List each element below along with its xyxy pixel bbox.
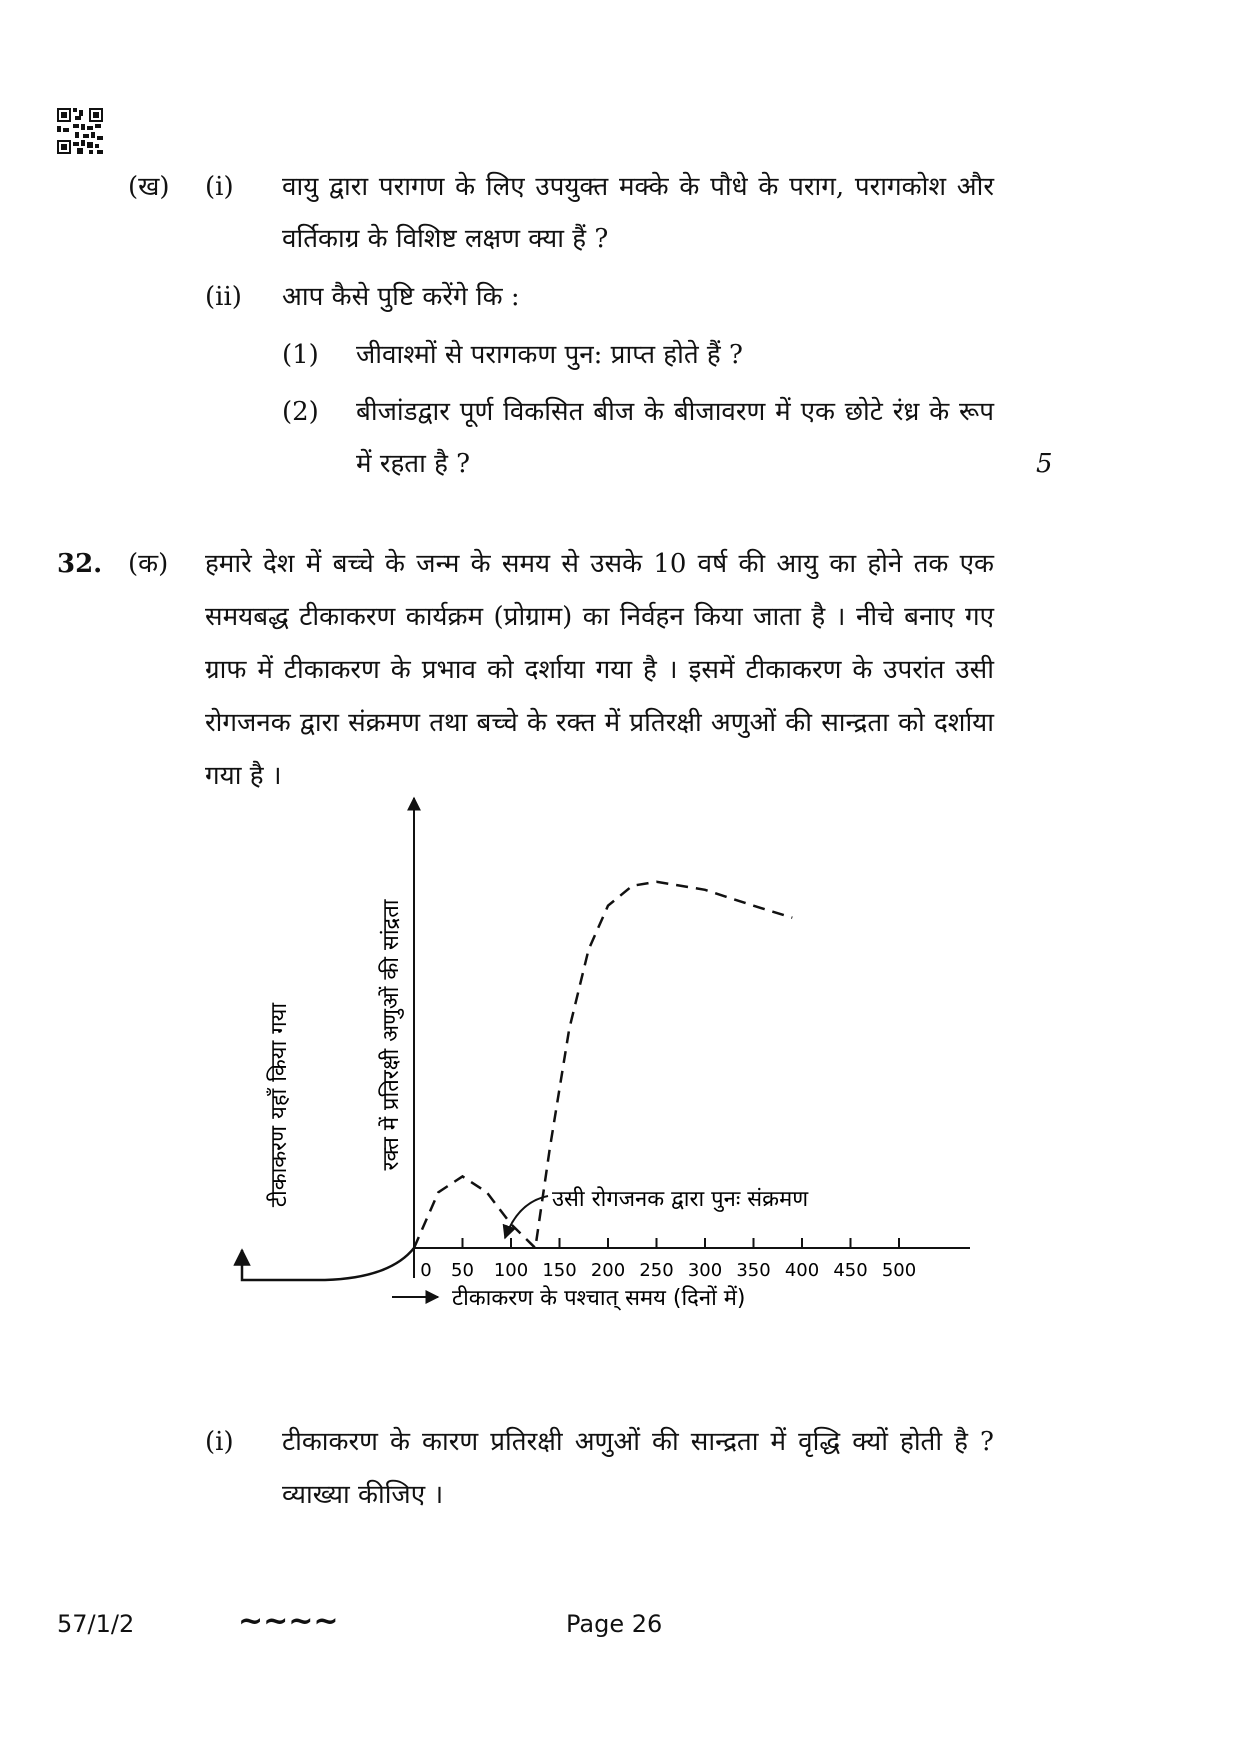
- vaccination-arrow: [242, 1248, 414, 1280]
- sub1-text: जीवाश्मों से परागकण पुन: प्राप्त होते हैं ?: [356, 340, 743, 370]
- x-tick-label: 200: [590, 1260, 626, 1281]
- x-tick-label: 0: [420, 1260, 432, 1281]
- q32-line: समयबद्ध टीकाकरण कार्यक्रम (प्रोग्राम) का निर्वहन किया जाता है । नीचे बनाए गए: [205, 602, 994, 632]
- q32-i-line2: व्याख्या कीजिए ।: [282, 1480, 444, 1510]
- marks: 5: [1036, 449, 1053, 479]
- antibody-concentration-chart: [230, 790, 990, 1350]
- q31b-i-line1: वायु द्वारा परागण के लिए उपयुक्त मक्के के पौधे के पराग, परागकोश और: [282, 172, 994, 202]
- sub2-line1: बीजांडद्वार पूर्ण विकसित बीज के बीजावरण में एक छोटे रंध्र के रूप: [356, 397, 994, 427]
- q31b-ii-text: आप कैसे पुष्टि करेंगे कि :: [282, 282, 520, 312]
- qr-code-icon: [57, 108, 103, 154]
- x-tick-label: 500: [881, 1260, 917, 1281]
- page-number: Page 26: [566, 1610, 663, 1638]
- x-tick-label: 150: [542, 1260, 577, 1281]
- q32-i-line1: टीकाकरण के कारण प्रतिरक्षी अणुओं की सान्द्रता में वृद्धि क्यों होती है ?: [282, 1427, 994, 1457]
- x-tick-label: 350: [736, 1260, 771, 1281]
- q31b-i-line2: वर्तिकाग्र के विशिष्ट लक्षण क्या हैं ?: [282, 224, 609, 254]
- q32-line: हमारे देश में बच्चे के जन्म के समय से उसके 10 वर्ष की आयु का होने तक एक: [205, 549, 994, 579]
- sub1-label: (1): [282, 340, 319, 370]
- subpart-i-label: (i): [205, 1427, 234, 1457]
- sub2-label: (2): [282, 397, 319, 427]
- question-part-label: (क): [128, 549, 169, 579]
- reinfection-arrow: [505, 1196, 548, 1238]
- q32-line: ग्राफ में टीकाकरण के प्रभाव को दर्शाया गया है । इसमें टीकाकरण के उपरांत उसी: [205, 655, 994, 685]
- x-axis-label: टीकाकरण के पश्चात् समय (दिनों में): [452, 1286, 746, 1311]
- x-tick-label: 300: [687, 1260, 723, 1281]
- paper-code: 57/1/2: [57, 1610, 135, 1638]
- footer-wave: ~~~~: [238, 1604, 339, 1639]
- q32-line: गया है ।: [205, 761, 282, 791]
- x-tick-label: 50: [451, 1260, 474, 1281]
- subpart-i-label: (i): [205, 172, 234, 202]
- x-tick-label: 400: [784, 1260, 820, 1281]
- vaccination-annotation: टीकाकरण यहाँ किया गया: [267, 1002, 292, 1208]
- question-part-label: (ख): [128, 172, 170, 202]
- x-tick-label: 450: [833, 1260, 868, 1281]
- sub2-line2: में रहता है ?: [356, 449, 471, 479]
- subpart-ii-label: (ii): [205, 282, 242, 312]
- reinfection-annotation: उसी रोगजनक द्वारा पुनः संक्रमण: [552, 1187, 809, 1212]
- x-tick-label: 250: [639, 1260, 674, 1281]
- x-tick-label: 100: [493, 1260, 529, 1281]
- y-axis-label: रक्त में प्रतिरक्षी अणुओं की सांद्रता: [379, 899, 404, 1171]
- q32-line: रोगजनक द्वारा संक्रमण तथा बच्चे के रक्त में प्रतिरक्षी अणुओं की सान्द्रता को दर्शाया: [205, 708, 994, 738]
- question-number: 32.: [57, 549, 103, 579]
